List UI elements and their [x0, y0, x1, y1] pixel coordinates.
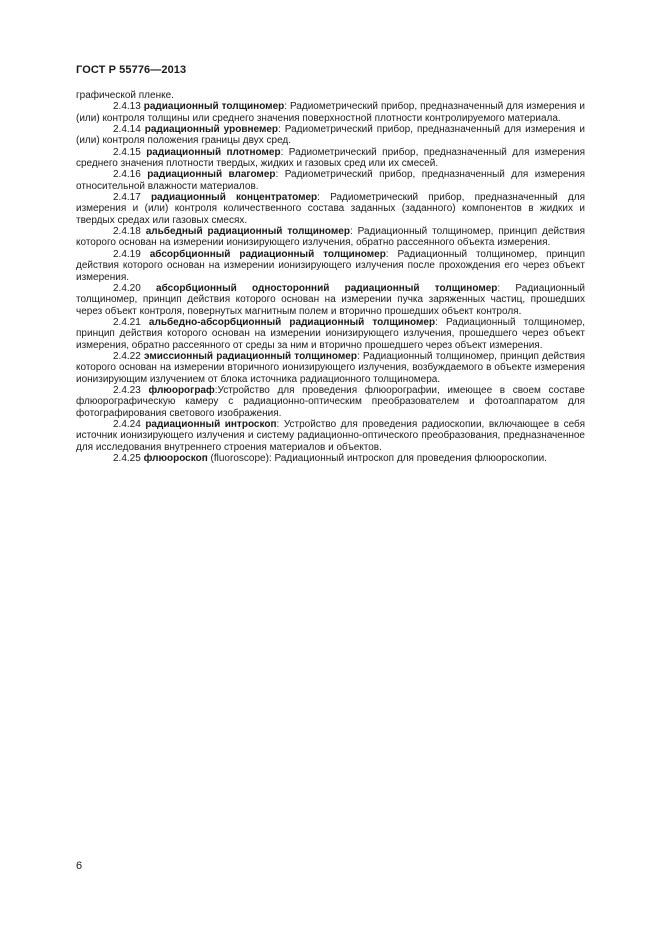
definitions-list — [76, 101, 585, 464]
definition-entry — [76, 453, 585, 464]
entry-number: 2.4.15 — [113, 146, 147, 158]
entry-term: радиационный толщиномер — [143, 101, 285, 113]
definition-entry — [76, 101, 585, 124]
entry-term: радиационный концентратомер — [150, 192, 318, 204]
entry-definition: : Радиометрический прибор, предназначенный для измерения среднего значения плотности твердых, жидких и газовых сред или их смесей. — [76, 146, 585, 170]
entry-term: эмиссионный радиационный толщиномер — [143, 350, 357, 362]
definition-entry — [76, 419, 585, 453]
entry-definition: : Радиометрический прибор, предназначенный для измерения относительной влажности материалов. — [76, 169, 585, 192]
entry-definition: : Радиометрический прибор, предназначенный для измерения и (или) контроля количественного состава заданных (заданного) компонентов в жидких и твердых средах или газовых смесях. — [76, 192, 585, 226]
entry-number: 2.4.21 — [113, 316, 149, 328]
entry-definition: : Устройство для проведения радиоскопии, включающее в себя источник ионизирующего излучения и систему радиационно-оптического преобразования, предназначенное для исследования внутреннего строения материалов и объектов. — [76, 418, 585, 453]
continuation-text: графической пленке. — [76, 90, 174, 101]
document-body — [76, 90, 585, 464]
entry-term: радиационный влагомер — [147, 169, 276, 181]
entry-definition: : Радиационный толщиномер, принцип действия которого основан на измерении ионизирующего излучения после прохождения его через объект измерения. — [76, 248, 585, 283]
entry-term: радиационный уровнемер — [144, 124, 279, 136]
definition-entry — [76, 283, 585, 317]
entry-term: альбедный радиационный толщиномер — [145, 226, 350, 238]
definition-entry — [76, 226, 585, 249]
entry-definition: : Радиометрический прибор, предназначенный для измерения и (или) контроля толщины или среднего значения поверхностной плотности контролируемого материала. — [76, 101, 585, 124]
entry-number: 2.4.13 — [113, 101, 144, 113]
entry-definition: : Радиационный толщиномер, принцип действия которого основан на измерении вторичного ионизирующего излучения, возбуждаемого в объекте измерения ионизирующим излучением от блока источника радиационного толщиномера. — [76, 350, 585, 385]
entry-number: 2.4.14 — [113, 124, 145, 136]
entry-term: флюорограф — [148, 384, 215, 396]
entry-term: радиационный интроскоп — [145, 418, 277, 430]
page-number: 6 — [76, 860, 83, 872]
entry-definition: : Радиационный толщиномер, принцип действия которого основан на измерении ионизирующего излучения, прошедшего через объект измерения, обратно рассеянного от среды за ним и вторично прошедшего через объект измерения. — [76, 316, 585, 351]
entry-term: флюороскоп — [143, 453, 208, 464]
entry-number: 2.4.18 — [113, 226, 146, 238]
entry-term: радиационный плотномер — [146, 146, 281, 158]
definition-entry — [76, 192, 585, 226]
entry-number: 2.4.19 — [113, 248, 150, 260]
entry-number: 2.4.25 — [113, 453, 144, 464]
entry-definition: : Радиационный толщиномер, принцип действия которого основан на измерении ионизирующего излучения, обратно рассеянного объекта измерения. — [76, 226, 585, 249]
definition-entry — [76, 385, 585, 419]
entry-number: 2.4.20 — [113, 282, 157, 294]
entry-number: 2.4.22 — [113, 350, 144, 362]
definition-entry — [76, 249, 585, 283]
entry-term: абсорбционный односторонний радиационный толщиномер — [156, 282, 498, 294]
entry-term: абсорбционный радиационный толщиномер — [149, 248, 386, 260]
definition-entry — [76, 124, 585, 147]
definition-entry — [76, 317, 585, 351]
definition-entry — [76, 351, 585, 385]
entry-number: 2.4.16 — [113, 169, 148, 181]
entry-number: 2.4.17 — [113, 192, 151, 204]
entry-number: 2.4.24 — [113, 418, 146, 430]
entry-definition: : Радиационный толщиномер, принцип действия которого основан на измерении пучка заряженных частиц, прошедших через объект контроля, повернутых магнитным полем и вторично прошедших объект контроля. — [76, 282, 585, 317]
definition-entry — [76, 147, 585, 170]
entry-number: 2.4.23 — [113, 384, 149, 396]
entry-definition: (fluoroscope): Радиационный интроскоп для проведения флюороскопии. — [207, 453, 547, 464]
entry-definition: : Радиометрический прибор, предназначенный для измерения и (или) контроля положения границы двух сред. — [76, 124, 585, 147]
definition-entry — [76, 169, 585, 192]
document-header: ГОСТ Р 55776—2013 — [76, 64, 187, 76]
entry-term: альбедно-абсорбционный радиационный толщиномер — [148, 316, 436, 328]
entry-definition: :Устройство для проведения флюорографии, имеющее в своем составе флюорографическую камеру с радиационно-оптическим преобразователем и фотоаппаратом для фотографирования светового изображения. — [76, 384, 585, 419]
